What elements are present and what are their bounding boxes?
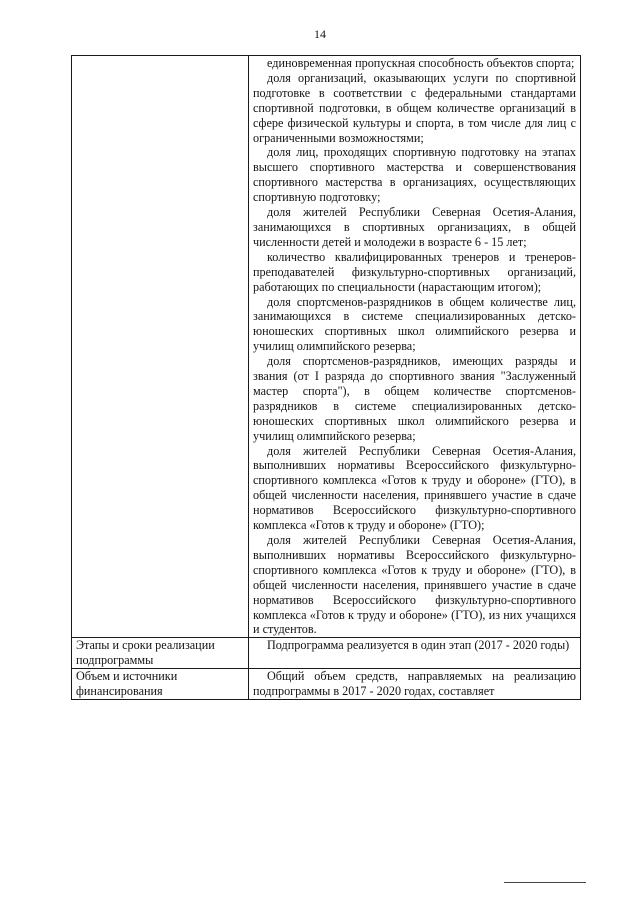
indicator-paragraph: доля лиц, проходящих спортивную подготовку на этапах высшего спортивного мастерства и совершенствования спортивного мастерства в организациях, осуществляющих спортивную подготовку; bbox=[253, 145, 576, 205]
indicator-paragraph: количество квалифицированных тренеров и тренеров-преподавателей физкультурно-спортивных организаций, работающих по специальности (нарастающим итогом); bbox=[253, 249, 576, 294]
indicator-paragraph: доля спортсменов-разрядников в общем количестве лиц, занимающихся в системе специализированных детско-юношеских спортивных школ олимпийского резерва и училищ олимпийского резерва; bbox=[253, 294, 576, 354]
row-content-funding bbox=[249, 669, 581, 700]
indicator-paragraph: единовременная пропускная способность объектов спорта; bbox=[267, 56, 575, 70]
stages-paragraph: Подпрограмма реализуется в один этап (2017 - 2020 годы) bbox=[267, 638, 570, 653]
table-row-indicators bbox=[72, 56, 581, 638]
indicator-paragraph: доля жителей Республики Северная Осетия-Алания, занимающихся в спортивных организациях, в общей численности детей и молодежи в возрасте 6 - 15 лет; bbox=[253, 205, 576, 249]
table-row-stages bbox=[72, 638, 581, 669]
page-number: 14 bbox=[314, 27, 326, 41]
row-content-indicators bbox=[249, 56, 581, 638]
footer-rule bbox=[504, 882, 586, 883]
indicator-paragraph: доля организаций, оказывающих услуги по спортивной подготовке в соответствии с федеральными стандартами спортивной подготовки, в общем количестве организаций в сфере физической культуры и спорта, в том числе для лиц с ограниченными возможностями; bbox=[253, 70, 576, 145]
indicator-paragraph: доля жителей Республики Северная Осетия-Алания, выполнивших нормативы Всероссийского физкультурно-спортивного комплекса «Готов к труду и обороне» (ГТО), в общей численности населения, принявшего участие в сдаче нормативов Всероссийского физкультурно-спортивного комплекса «Готов к труду и обороне» (ГТО); bbox=[253, 443, 576, 533]
row-content-stages bbox=[249, 638, 581, 669]
row-label-funding: Объем и источники финансирования bbox=[72, 669, 249, 700]
subprogram-passport-table bbox=[71, 55, 581, 700]
table-row-funding bbox=[72, 669, 581, 700]
funding-paragraph: Общий объем средств, направляемых на реализацию подпрограммы в 2017 - 2020 годах, составляет bbox=[253, 669, 576, 699]
indicator-paragraph: доля жителей Республики Северная Осетия-Алания, выполнивших нормативы Всероссийского физкультурно-спортивного комплекса «Готов к труду и обороне» (ГТО), в общей численности населения, принявшего участие в сдаче нормативов Всероссийского физкультурно-спортивного комплекса «Готов к труду и обороне» (ГТО), из них учащихся и студентов. bbox=[253, 533, 576, 637]
row-label-indicators bbox=[72, 56, 249, 638]
row-label-stages: Этапы и сроки реализации подпрограммы bbox=[72, 638, 249, 669]
indicator-paragraph: доля спортсменов-разрядников, имеющих разряды и звания (от I разряда до спортивного звания "Заслуженный мастер спорта"), в общем количестве спортсменов-разрядников в системе специализированных детско-юношеских спортивных школ олимпийского резерва и училищ олимпийского резерва; bbox=[253, 354, 576, 443]
